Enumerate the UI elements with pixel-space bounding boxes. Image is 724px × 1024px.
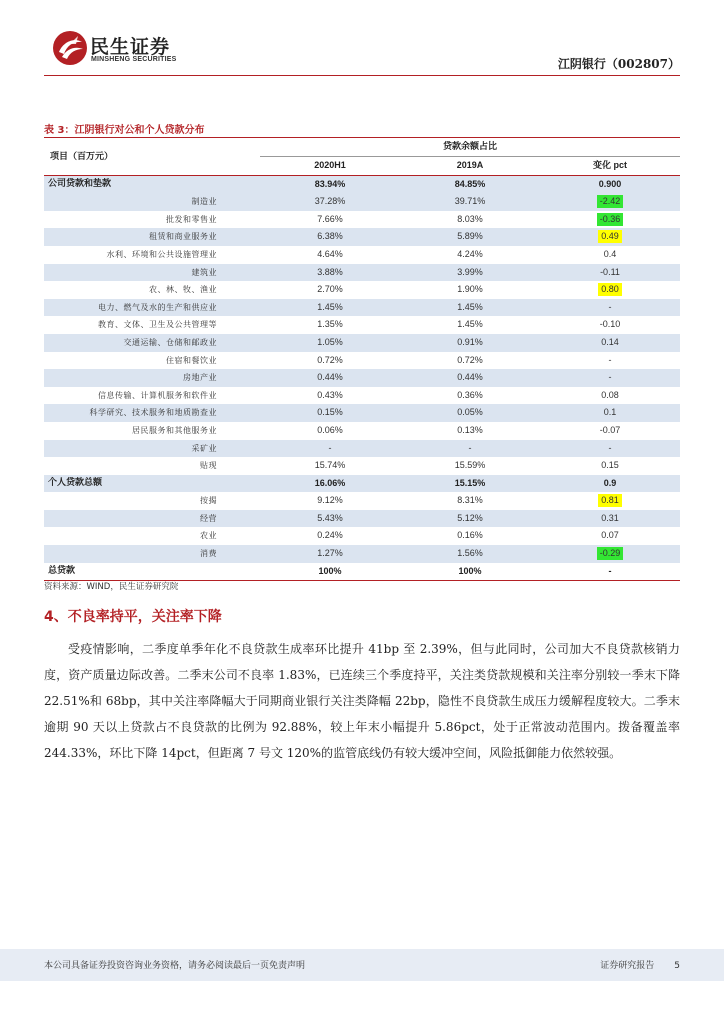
row-label: 总贷款 [44, 563, 260, 581]
section-title: 4、不良率持平，关注率下降 [44, 609, 222, 625]
row-label: 贴现 [200, 461, 217, 471]
change-value: - [608, 565, 612, 576]
header-divider [44, 75, 680, 76]
change-value: 0.14 [601, 336, 619, 347]
change-value: -0.10 [599, 319, 621, 330]
table-row [44, 422, 680, 440]
cell-2020h1: 1.27% [260, 545, 400, 563]
cell-2020h1: 0.43% [317, 389, 343, 400]
change-value: -0.11 [600, 266, 620, 277]
cell-2019a: 0.05% [400, 404, 540, 422]
cell-change [540, 492, 680, 510]
cell-2020h1: 1.35% [317, 319, 343, 330]
cell-2019a: 100% [400, 563, 540, 581]
cell-change [540, 211, 680, 229]
cell-2019a: 8.31% [457, 495, 483, 506]
table-row [44, 440, 680, 458]
cell-2020h1: 0.24% [317, 530, 343, 541]
row-label: 科学研究、技术服务和地质勘查业 [44, 404, 260, 422]
page-header [0, 0, 724, 80]
cell-2019a: 15.59% [454, 460, 486, 471]
cell-2019a: 39.71% [400, 193, 540, 211]
cell-2019a: 1.45% [457, 319, 483, 330]
cell-2020h1: 9.12% [317, 495, 343, 506]
cell-2019a: 8.03% [457, 213, 483, 224]
row-label: 经营 [44, 510, 260, 528]
table-row [44, 492, 680, 510]
cell-2020h1: 0.06% [317, 424, 343, 435]
cell-change [540, 440, 680, 458]
cell-2020h1: 83.94% [260, 175, 400, 193]
cell-change [540, 510, 680, 528]
cell-2019a: 0.13% [457, 424, 483, 435]
change-value: -0.29 [597, 547, 624, 560]
change-value: 0.1 [603, 407, 617, 418]
cell-change [540, 369, 680, 387]
footer-right [600, 958, 680, 971]
table-body [44, 175, 680, 581]
change-value: 0.15 [601, 460, 619, 471]
logo-english-name: MINSHENG SECURITIES [91, 56, 177, 63]
cell-change [540, 246, 680, 264]
change-value: 0.31 [601, 512, 619, 523]
change-value: 0.4 [603, 248, 617, 259]
cell-2019a: 84.85% [400, 175, 540, 193]
row-label: 按揭 [200, 496, 217, 506]
table-row [44, 211, 680, 229]
cell-change [540, 563, 680, 581]
cell-2019a: 0.91% [400, 334, 540, 352]
cell-2019a: 5.12% [400, 510, 540, 528]
column-header-change: 变化 pct [540, 157, 680, 176]
cell-2020h1: 3.88% [260, 264, 400, 282]
change-value: 0.9 [603, 477, 617, 488]
change-value: - [608, 354, 612, 365]
table-row [44, 457, 680, 475]
column-header-group: 贷款余额占比 [260, 138, 680, 157]
page-number: 5 [674, 961, 680, 971]
table-row [44, 527, 680, 545]
footer-disclaimer: 本公司具备证券投资咨询业务资格，请务必阅读最后一页免责声明 [44, 961, 306, 971]
cell-2019a: - [400, 440, 540, 458]
row-label: 居民服务和其他服务业 [132, 425, 217, 435]
cell-2020h1: 37.28% [260, 193, 400, 211]
cell-2019a: 1.45% [400, 299, 540, 317]
logo-chinese-name: 民生证券 [90, 36, 171, 58]
cell-change [540, 404, 680, 422]
change-value: - [608, 372, 612, 383]
change-value: - [608, 442, 612, 453]
row-label: 电力、燃气及水的生产和供应业 [44, 299, 260, 317]
cell-2019a: 15.15% [400, 475, 540, 493]
loan-distribution-table-wrapper [44, 137, 680, 581]
cell-2019a: 0.44% [400, 369, 540, 387]
row-label: 租赁和商业服务业 [44, 228, 260, 246]
row-label: 房地产业 [44, 369, 260, 387]
cell-change [540, 387, 680, 405]
cell-2020h1: 5.43% [260, 510, 400, 528]
table-row [44, 281, 680, 299]
cell-change [540, 264, 680, 282]
row-label: 教育、文体、卫生及公共管理等 [98, 320, 217, 330]
cell-2020h1: 4.64% [317, 248, 343, 259]
row-label: 农业 [200, 531, 217, 541]
cell-2020h1: 1.45% [260, 299, 400, 317]
cell-2020h1: 7.66% [317, 213, 343, 224]
row-label: 农、林、牧、渔业 [149, 285, 217, 295]
table-row [44, 264, 680, 282]
loan-distribution-table [44, 137, 680, 581]
cell-change [540, 422, 680, 440]
cell-change [540, 527, 680, 545]
table-row [44, 175, 680, 193]
change-value: 0.81 [598, 494, 622, 507]
change-value: 0.07 [601, 530, 619, 541]
row-label: 住宿和餐饮业 [166, 355, 217, 365]
cell-change [540, 281, 680, 299]
change-value: -2.42 [597, 195, 624, 208]
change-value: - [608, 301, 612, 312]
document-title: 江阴银行（002807） [557, 57, 680, 71]
cell-2020h1: 2.70% [317, 284, 343, 295]
row-label: 个人贷款总额 [44, 475, 260, 493]
cell-2019a: 0.72% [457, 354, 483, 365]
cell-change [540, 475, 680, 493]
table-row [44, 228, 680, 246]
cell-2019a: 1.90% [457, 284, 483, 295]
cell-2020h1: 6.38% [260, 228, 400, 246]
change-value: 0.49 [598, 230, 622, 243]
cell-2019a: 0.36% [457, 389, 483, 400]
column-header-2020h1: 2020H1 [260, 157, 400, 176]
change-value: 0.08 [601, 389, 619, 400]
table-row [44, 334, 680, 352]
cell-change [540, 316, 680, 334]
table-row [44, 404, 680, 422]
footer-report-type: 证券研究报告 [600, 961, 655, 971]
cell-change [540, 193, 680, 211]
cell-2019a: 4.24% [457, 248, 483, 259]
table-row [44, 545, 680, 563]
change-value: -0.07 [599, 424, 621, 435]
source-note: 资料来源：WIND，民生证券研究院 [44, 582, 179, 592]
row-label: 公司贷款和垫款 [44, 175, 260, 193]
table-row [44, 475, 680, 493]
cell-change [540, 352, 680, 370]
row-label: 建筑业 [44, 264, 260, 282]
cell-2020h1: 0.15% [260, 404, 400, 422]
cell-change [540, 334, 680, 352]
row-label: 信息传输、计算机服务和软件业 [98, 390, 217, 400]
cell-2019a: 3.99% [400, 264, 540, 282]
cell-2019a: 1.56% [400, 545, 540, 563]
change-value: 0.900 [598, 178, 622, 189]
table-row [44, 193, 680, 211]
cell-change [540, 228, 680, 246]
page-footer [0, 949, 724, 981]
column-header-item: 项目（百万元） [44, 138, 260, 176]
cell-2020h1: 0.72% [317, 354, 343, 365]
cell-2020h1: - [260, 440, 400, 458]
row-label: 批发和零售业 [166, 214, 217, 224]
cell-change [540, 299, 680, 317]
table-row [44, 316, 680, 334]
cell-2020h1: 15.74% [314, 460, 346, 471]
row-label: 采矿业 [44, 440, 260, 458]
row-label: 消费 [44, 545, 260, 563]
table-row [44, 299, 680, 317]
row-label: 水利、环境和公共设施管理业 [106, 249, 217, 259]
cell-change [540, 545, 680, 563]
change-value: 0.80 [598, 283, 622, 296]
cell-2020h1: 16.06% [260, 475, 400, 493]
table-row [44, 510, 680, 528]
cell-2020h1: 1.05% [260, 334, 400, 352]
table-row [44, 387, 680, 405]
row-label: 交通运输、仓储和邮政业 [44, 334, 260, 352]
change-value: -0.36 [597, 213, 624, 226]
cell-2019a: 5.89% [400, 228, 540, 246]
cell-change [540, 175, 680, 193]
minsheng-logo-icon [52, 30, 88, 66]
cell-change [540, 457, 680, 475]
table-row [44, 352, 680, 370]
company-logo [52, 30, 232, 70]
table-row [44, 369, 680, 387]
table-caption: 表 3：江阴银行对公和个人贷款分布 [44, 125, 205, 136]
cell-2020h1: 0.44% [260, 369, 400, 387]
table-row [44, 563, 680, 581]
column-header-2019a: 2019A [400, 157, 540, 176]
cell-2019a: 0.16% [457, 530, 483, 541]
section-paragraph: 受疫情影响，二季度单季年化不良贷款生成率环比提升 41bp 至 2.39%，但与此同时，公司加大不良贷款核销力度，资产质量边际改善。二季末公司不良率 1.83%，已连续三个季度持平，关注类贷款规模和关注率分别较一季末下降 22.51%和 68bp，其中关注率降幅大于同期商业银行关注类降幅 22bp，隐性不良贷款生成压力缓解程度较大。二季末逾期 90 天以上贷款占不良贷款的比例为 92.88%，较上年末小幅提升 5.86pct，处于正常波动范围内。拨备覆盖率 244.33%，环比下降 14pct，但距离 7 号文 120%的监管底线仍有较大缓冲空间，风险抵御能力依然较强。 [44, 642, 680, 760]
row-label: 制造业 [44, 193, 260, 211]
table-row [44, 246, 680, 264]
cell-2020h1: 100% [260, 563, 400, 581]
